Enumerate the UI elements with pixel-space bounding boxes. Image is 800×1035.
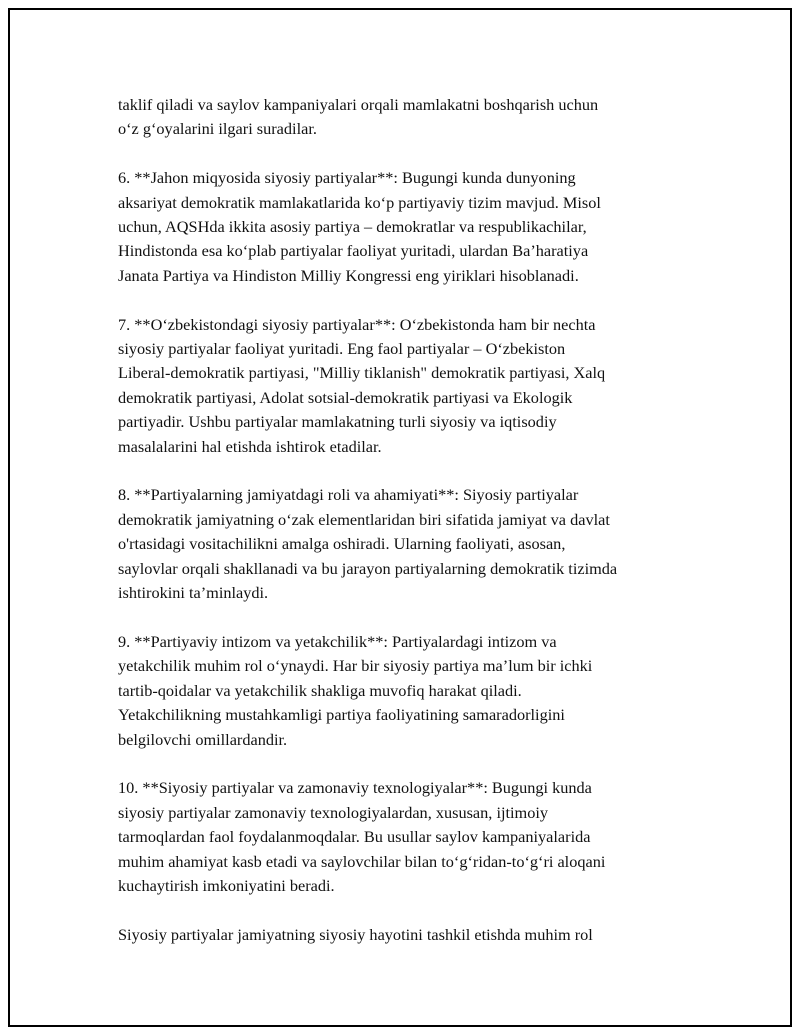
- text-line: siyosiy partiyalar faoliyat yuritadi. Eng faol partiyalar – O‘zbekiston: [118, 339, 566, 359]
- paragraph-section-7: [118, 313, 718, 459]
- paragraph-section-6: [118, 166, 718, 288]
- paragraph-continuation: [118, 93, 718, 142]
- text-line: 8. **Partiyalarning jamiyatdagi roli va ahamiyati**: Siyosiy partiyalar: [118, 485, 579, 505]
- text-line: saylovlar orqali shakllanadi va bu jarayon partiyalarning demokratik tizimda: [118, 558, 618, 578]
- text-line: 7. **O‘zbekistondagi siyosiy partiyalar**: O‘zbekistonda ham bir nechta: [118, 314, 596, 334]
- text-line: o‘z g‘oyalarini ilgari suradilar.: [118, 119, 317, 139]
- text-line: muhim ahamiyat kasb etadi va saylovchilar bilan to‘g‘ridan-to‘g‘ri aloqani: [118, 851, 606, 871]
- paragraph-section-9: [118, 630, 718, 752]
- text-line: demokratik partiyasi, Adolat sotsial-demokratik partiyasi va Ekologik: [118, 387, 573, 407]
- text-line: Hindistonda esa ko‘plab partiyalar faoliyat yuritadi, ulardan Ba’haratiya: [118, 241, 589, 261]
- text-line: kuchaytirish imkoniyatini beradi.: [118, 875, 335, 895]
- text-line: tarmoqlardan faol foydalanmoqdalar. Bu usullar saylov kampaniyalarida: [118, 827, 591, 847]
- paragraph-section-8: [118, 483, 718, 605]
- page-body: [118, 93, 718, 947]
- text-line: yetakchilik muhim rol o‘ynaydi. Har bir siyosiy partiya ma’lum bir ichki: [118, 656, 593, 676]
- text-line: Janata Partiya va Hindiston Milliy Kongressi eng yiriklari hisoblanadi.: [118, 265, 579, 285]
- text-line: ishtirokini ta’minlaydi.: [118, 583, 269, 603]
- text-line: partiyadir. Ushbu partiyalar mamlakatning turli siyosiy va iqtisodiy: [118, 412, 557, 432]
- text-line: Siyosiy partiyalar jamiyatning siyosiy hayotini tashkil etishda muhim rol: [118, 924, 593, 944]
- text-line: 6. **Jahon miqyosida siyosiy partiyalar**: Bugungi kunda dunyoning: [118, 168, 576, 188]
- text-line: masalalarini hal etishda ishtirok etadilar.: [118, 436, 382, 456]
- text-line: Yetakchilikning mustahkamligi partiya faoliyatining samaradorligini: [118, 705, 565, 725]
- text-line: 10. **Siyosiy partiyalar va zamonaviy texnologiyalar**: Bugungi kunda: [118, 778, 592, 798]
- text-line: aksariyat demokratik mamlakatlarida ko‘p partiyaviy tizim mavjud. Misol: [118, 192, 601, 212]
- text-line: o'rtasidagi vositachilikni amalga oshiradi. Ularning faoliyati, asosan,: [118, 534, 566, 554]
- text-line: siyosiy partiyalar zamonaviy texnologiyalardan, xususan, ijtimoiy: [118, 802, 549, 822]
- text-line: tartib-qoidalar va yetakchilik shakliga muvofiq harakat qiladi.: [118, 680, 522, 700]
- paragraph-closing: [118, 923, 718, 947]
- text-line: demokratik jamiyatning o‘zak elementlaridan biri sifatida jamiyat va davlat: [118, 509, 610, 529]
- text-line: 9. **Partiyaviy intizom va yetakchilik**: Partiyalardagi intizom va: [118, 631, 557, 651]
- text-line: belgilovchi omillardandir.: [118, 729, 288, 749]
- text-line: Liberal-demokratik partiyasi, "Milliy tiklanish" demokratik partiyasi, Xalq: [118, 363, 606, 383]
- text-line: uchun, AQSHda ikkita asosiy partiya – demokratlar va respublikachilar,: [118, 217, 587, 237]
- paragraph-section-10: [118, 776, 718, 898]
- text-line: taklif qiladi va saylov kampaniyalari orqali mamlakatni boshqarish uchun: [118, 95, 599, 114]
